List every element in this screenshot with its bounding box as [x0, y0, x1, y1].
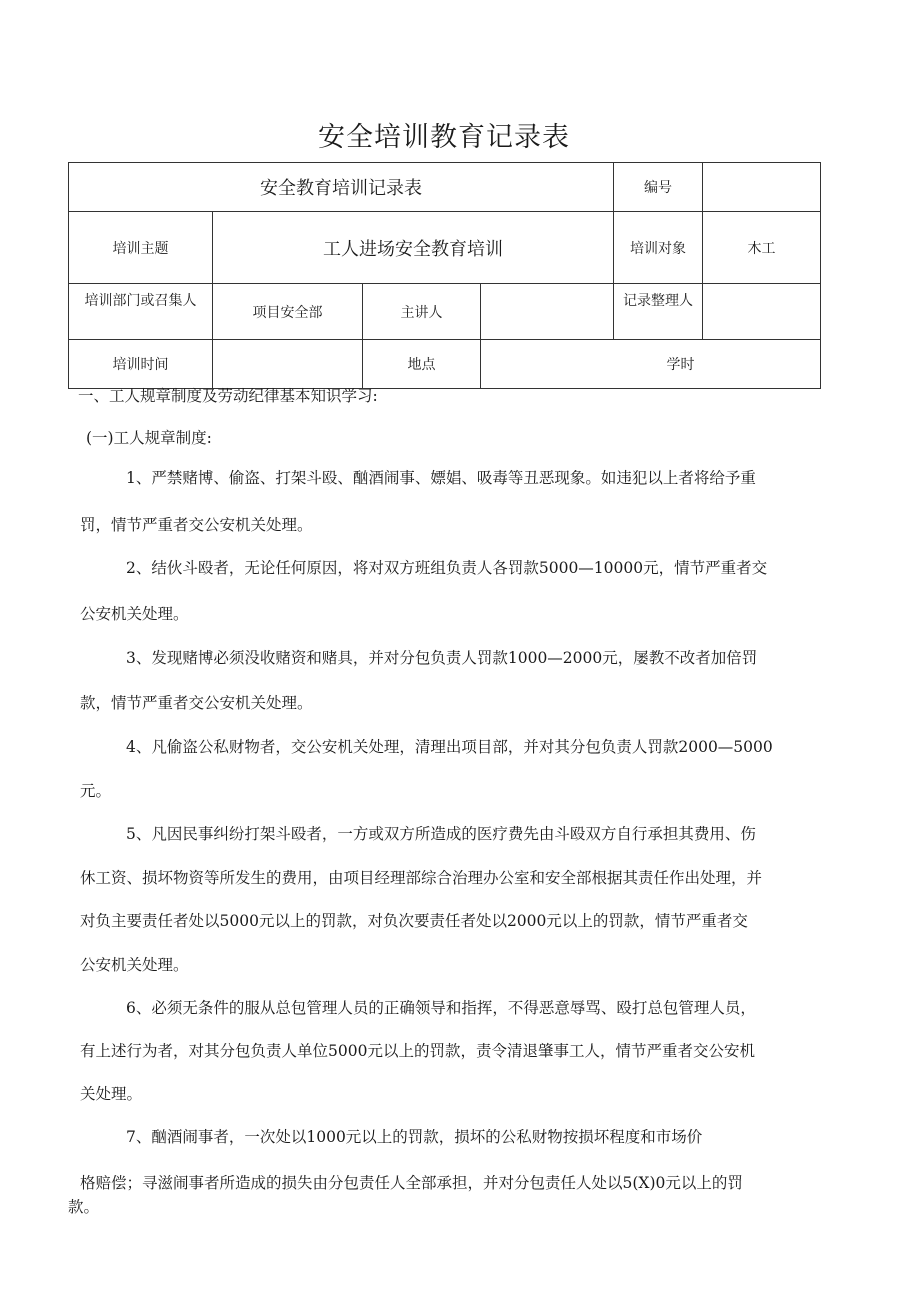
rule-6-line-3: 关处理。 [80, 1085, 143, 1103]
hours-label: 学时 [481, 340, 821, 389]
table-row-time [69, 340, 821, 389]
dept-label: 培训部门或召集人 [69, 284, 213, 340]
rule-7-line-2: 格赔偿；寻滋闹事者所造成的损失由分包责任人全部承担，并对分包责任人处以5(X)0元以上的罚 [80, 1174, 743, 1192]
target-label: 培训对象 [614, 212, 703, 284]
table-row-topic [69, 212, 821, 284]
rule-1-line-2: 罚，情节严重者交公安机关处理。 [80, 516, 313, 534]
rule-7-line-3: 款。 [68, 1198, 100, 1216]
rule-7-line-1: 7、酗酒闹事者，一次处以1000元以上的罚款，损坏的公私财物按损坏程度和市场价 [126, 1128, 703, 1146]
rule-2-line-2: 公安机关处理。 [80, 605, 189, 623]
rule-6-line-2: 有上述行为者，对其分包负责人单位5000元以上的罚款，责令清退肇事工人，情节严重者交公安机 [80, 1042, 755, 1060]
topic-value[interactable]: 工人进场安全教育培训 [213, 212, 614, 284]
table-row-dept [69, 284, 821, 340]
time-label: 培训时间 [69, 340, 213, 389]
rule-3-line-2: 款，情节严重者交公安机关处理。 [80, 694, 313, 712]
time-value[interactable] [213, 340, 363, 389]
subsection-heading: (一)工人规章制度: [86, 429, 212, 447]
rule-5-line-3: 对负主要责任者处以5000元以上的罚款，对负次要责任者处以2000元以上的罚款，情节严重者交 [80, 912, 748, 930]
rule-4-line-2: 元。 [80, 782, 112, 800]
topic-label: 培训主题 [69, 212, 213, 284]
dept-value[interactable]: 项目安全部 [213, 284, 363, 340]
target-value[interactable]: 木工 [703, 212, 821, 284]
place-label: 地点 [363, 340, 481, 389]
rule-4-line-1: 4、凡偷盗公私财物者，交公安机关处理，清理出项目部，并对其分包负责人罚款2000—5000 [126, 738, 773, 756]
rule-2-line-1: 2、结伙斗殴者，无论任何原因，将对双方班组负责人各罚款5000—10000元，情节严重者交 [126, 559, 768, 577]
section-heading: 一、工人规章制度及劳动纪律基本知识学习: [78, 387, 378, 405]
number-value[interactable] [703, 163, 821, 212]
page-title: 安全培训教育记录表 [318, 122, 570, 153]
recorder-value[interactable] [703, 284, 821, 340]
rule-6-line-1: 6、必须无条件的服从总包管理人员的正确领导和指挥，不得恶意辱骂、殴打总包管理人员， [126, 999, 756, 1017]
rule-5-line-2: 休工资、损坏物资等所发生的费用，由项目经理部综合治理办公室和安全部根据其责任作出处理，并 [80, 869, 763, 887]
rule-5-line-1: 5、凡因民事纠纷打架斗殴者，一方或双方所造成的医疗费先由斗殴双方自行承担其费用、伤 [126, 825, 756, 843]
rule-5-line-4: 公安机关处理。 [80, 956, 189, 974]
number-label: 编号 [614, 163, 703, 212]
rule-1-line-1: 1、严禁赌博、偷盗、打架斗殴、酗酒闹事、嫖娼、吸毒等丑恶现象。如违犯以上者将给予重 [126, 469, 756, 487]
speaker-value[interactable] [481, 284, 614, 340]
form-header: 安全教育培训记录表 [69, 163, 614, 212]
recorder-label: 记录整理人 [614, 284, 703, 340]
rule-3-line-1: 3、发现赌博必须没收赌资和赌具，并对分包负责人罚款1000—2000元，屡教不改者加倍罚 [126, 649, 758, 667]
training-record-table [68, 162, 821, 389]
table-row-header [69, 163, 821, 212]
speaker-label: 主讲人 [363, 284, 481, 340]
